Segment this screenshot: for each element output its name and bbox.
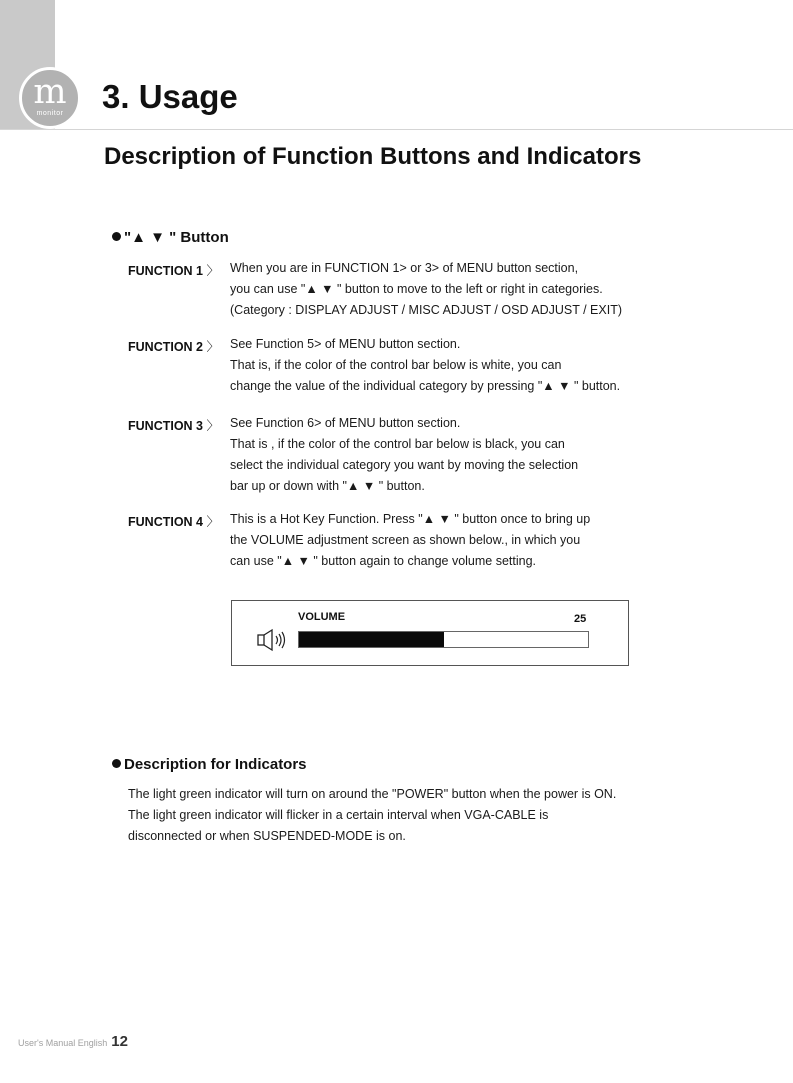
logo-subtext: monitor bbox=[36, 110, 64, 117]
monitor-logo bbox=[19, 67, 81, 129]
chevron-right-icon: 〉 bbox=[206, 264, 219, 278]
function-1-line: When you are in FUNCTION 1> or 3> of MENU button section, bbox=[230, 261, 579, 275]
function-4-line: This is a Hot Key Function. Press "▲ ▼ " button once to bring up bbox=[230, 512, 591, 526]
indicator-line: The light green indicator will turn on around the "POWER" button when the power is ON. bbox=[128, 787, 617, 801]
function-2-line: See Function 5> of MENU button section. bbox=[230, 337, 461, 351]
button-section-heading-text: "▲ ▼ " Button bbox=[124, 229, 229, 246]
function-4-line: the VOLUME adjustment screen as shown below., in which you bbox=[230, 533, 581, 547]
indicator-line: disconnected or when SUSPENDED-MODE is on. bbox=[128, 829, 406, 843]
function-4-line: can use "▲ ▼ " button again to change volume setting. bbox=[230, 554, 537, 568]
function-1-description bbox=[230, 258, 680, 321]
function-2-line: That is, if the color of the control bar below is white, you can bbox=[230, 358, 562, 372]
function-3-label: FUNCTION 3 〉 bbox=[128, 419, 219, 433]
function-3-description bbox=[230, 413, 680, 497]
volume-osd-panel bbox=[231, 600, 629, 666]
speaker-icon bbox=[256, 627, 292, 653]
indicator-line: The light green indicator will flicker in a certain interval when VGA-CABLE is bbox=[128, 808, 549, 822]
function-3-line: See Function 6> of MENU button section. bbox=[230, 416, 461, 430]
volume-value: 25 bbox=[574, 613, 587, 625]
logo-letter: m bbox=[33, 72, 67, 112]
function-1-label: FUNCTION 1 〉 bbox=[128, 264, 219, 278]
function-1-line: you can use "▲ ▼ " button to move to the left or right in categories. bbox=[230, 282, 603, 296]
header-divider bbox=[0, 129, 793, 130]
indicator-description bbox=[128, 784, 688, 847]
function-4-label: FUNCTION 4 〉 bbox=[128, 515, 219, 529]
function-3-line: bar up or down with "▲ ▼ " button. bbox=[230, 479, 425, 493]
page-footer bbox=[18, 1033, 128, 1051]
indicator-section-heading bbox=[112, 756, 307, 773]
chevron-right-icon: 〉 bbox=[206, 419, 219, 433]
function-2-label: FUNCTION 2 〉 bbox=[128, 340, 219, 354]
chevron-right-icon: 〉 bbox=[206, 340, 219, 354]
bullet-icon bbox=[112, 232, 121, 241]
page-number: 12 bbox=[111, 1033, 128, 1050]
volume-bar bbox=[298, 631, 589, 648]
chevron-right-icon: 〉 bbox=[206, 515, 219, 529]
function-2-description bbox=[230, 334, 680, 397]
indicator-section-heading-text: Description for Indicators bbox=[124, 756, 307, 773]
volume-bar-fill bbox=[299, 632, 444, 647]
volume-label: VOLUME bbox=[298, 611, 346, 623]
footer-text: User's Manual English bbox=[18, 1038, 108, 1048]
section-title: Description of Function Buttons and Indicators bbox=[104, 143, 642, 170]
function-1-line: (Category : DISPLAY ADJUST / MISC ADJUST / OSD ADJUST / EXIT) bbox=[230, 303, 623, 317]
function-3-line: select the individual category you want by moving the selection bbox=[230, 458, 579, 472]
function-2-line: change the value of the individual category by pressing "▲ ▼ " button. bbox=[230, 379, 621, 393]
bullet-icon bbox=[112, 759, 121, 768]
button-section-heading bbox=[112, 229, 229, 246]
function-4-description bbox=[230, 509, 680, 572]
function-3-line: That is , if the color of the control bar below is black, you can bbox=[230, 437, 565, 451]
chapter-title: 3. Usage bbox=[102, 78, 238, 115]
